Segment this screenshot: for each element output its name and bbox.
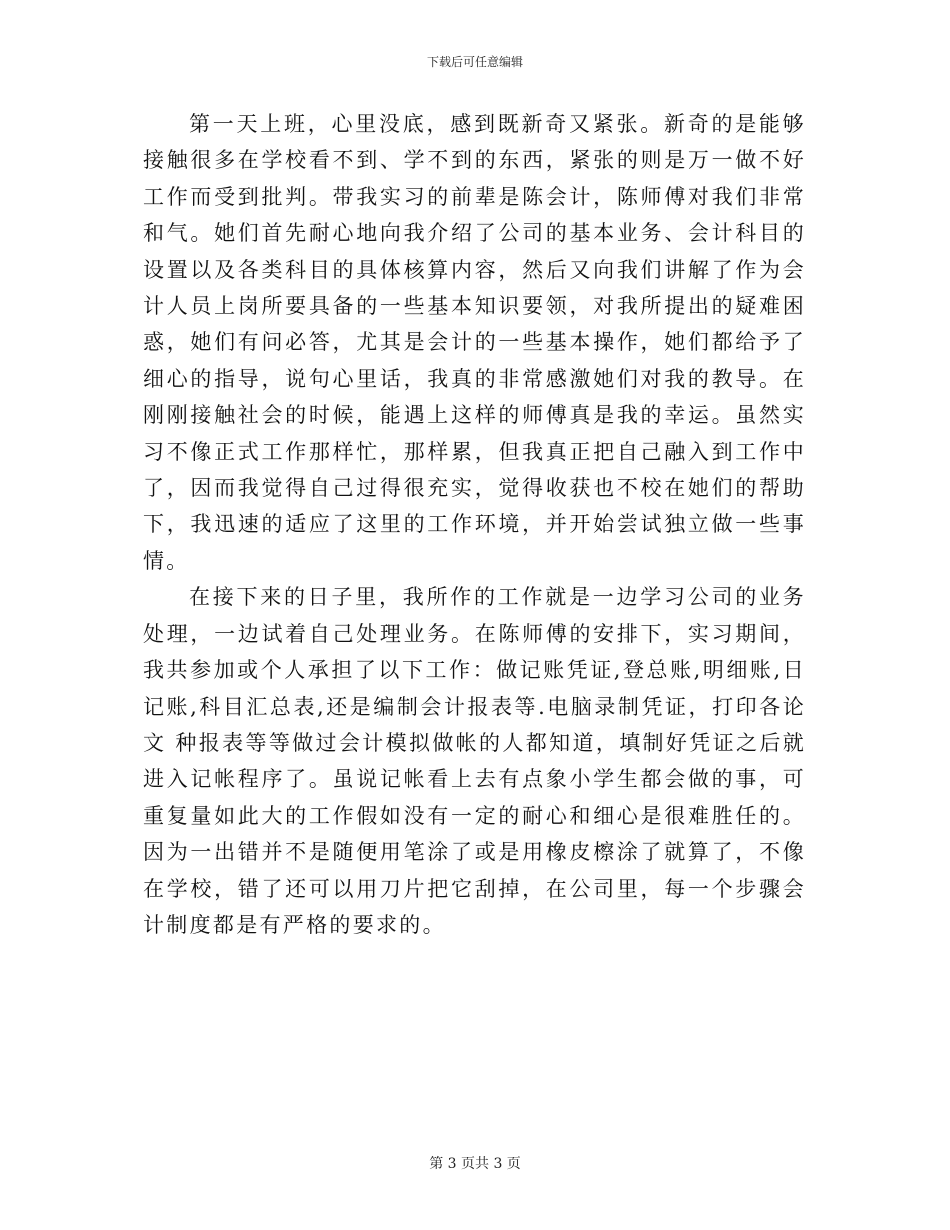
page-footer: 第 3 页共 3 页 xyxy=(429,1156,521,1172)
paragraph-2: 在接下来的日子里，我所作的工作就是一边学习公司的业务处理，一边试着自己处理业务。在陈师傅的安排下，实习期间，我共参加或个人承担了以下工作：做记账凭证,登总账,明细账,日记账,科目汇总表,还是编制会计报表等.电脑录制凭证，打印各论文 种报表等等做过会计模拟做帐的人都知道，填制好凭证之后就进入记帐程序了。虽说记帐看上去有点象小学生都会做的事，可重复量如此大的工作假如没有一定的耐心和细心是很难胜任的。因为一出错并不是随便用笔涂了或是用橡皮檫涂了就算了，不像在学校，错了还可以用刀片把它刮掉，在公司里，每一个步骤会计制度都是有严格的要求的。 xyxy=(143,585,806,937)
document-body xyxy=(143,106,806,943)
paragraph-1: 第一天上班，心里没底，感到既新奇又紧张。新奇的是能够接触很多在学校看不到、学不到的东西，紧张的则是万一做不好工作而受到批判。带我实习的前辈是陈会计，陈师傅对我们非常和气。她们首先耐心地向我介绍了公司的基本业务、会计科目的设置以及各类科目的具体核算内容，然后又向我们讲解了作为会计人员上岗所要具备的一些基本知识要领，对我所提出的疑难困惑，她们有问必答，尤其是会计的一些基本操作，她们都给予了细心的指导，说句心里话，我真的非常感激她们对我的教导。在刚刚接触社会的时候，能遇上这样的师傅真是我的幸运。虽然实习不像正式工作那样忙，那样累，但我真正把自己融入到工作中了，因而我觉得自己过得很充实，觉得收获也不校在她们的帮助下，我迅速的适应了这里的工作环境，并开始尝试独立做一些事情。 xyxy=(143,112,806,573)
page-header: 下载后可任意编辑 xyxy=(426,55,523,69)
